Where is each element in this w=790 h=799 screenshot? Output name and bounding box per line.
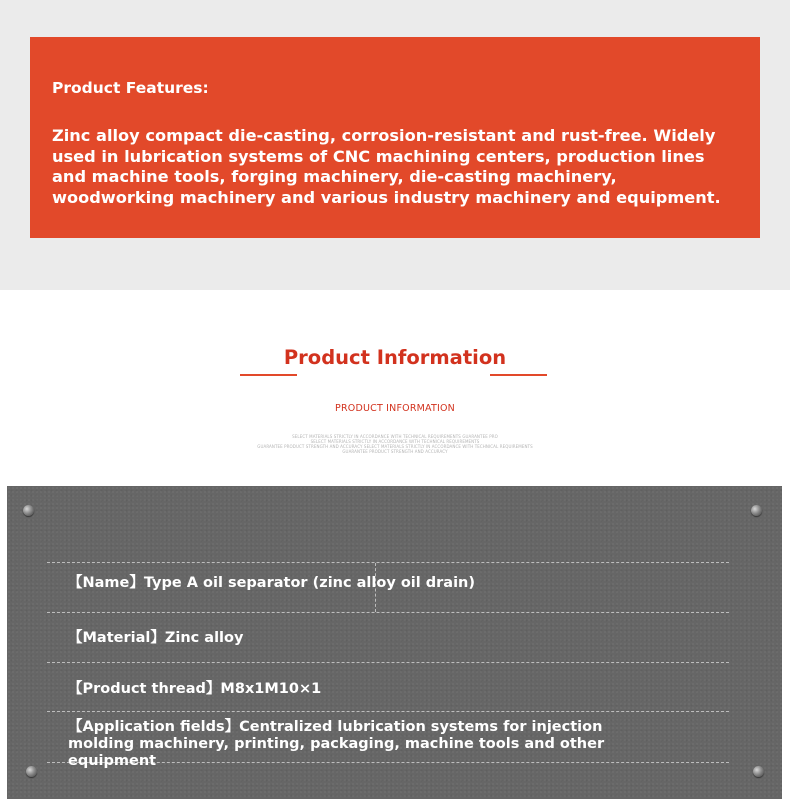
spec-material: 【Material】Zinc alloy [68, 630, 244, 646]
features-description: Zinc alloy compact die-casting, corrosion-resistant and rust-free. Widely used in lubrication systems of CNC machining centers, production lines and machine tools, forging machinery, die-casting machinery, woodworking machinery and various industry machinery and equipment. [52, 126, 721, 207]
product-features-banner [30, 37, 760, 238]
title-right-rule [490, 374, 547, 376]
bolt-icon [26, 766, 37, 777]
bolt-icon [751, 505, 762, 516]
spec-divider [47, 711, 729, 712]
product-information-title: Product Information [283, 346, 507, 369]
spec-name: 【Name】Type A oil separator (zinc alloy oil drain) [68, 575, 475, 591]
fine-print-line-2: SELECT MATERIALS STRICTLY IN ACCORDANCE WITH TECHNICAL REQUIREMENTS [310, 439, 480, 444]
fine-print-line-3: GUARANTEE PRODUCT STRENGTH AND ACCURACY SELECT MATERIALS STRICTLY IN ACCORDANCE WITH TECHNICAL REQUIREMENTS [257, 444, 533, 449]
title-left-rule [240, 374, 297, 376]
fine-print-line-1: SELECT MATERIALS STRICTLY IN ACCORDANCE WITH TECHNICAL REQUIREMENTS GUARANTEE PRO [292, 434, 498, 439]
spec-divider [47, 662, 729, 663]
fine-print-line-4: GUARANTEE PRODUCT STRENGTH AND ACCURACY [342, 449, 448, 454]
product-information-subtitle: PRODUCT INFORMATION [335, 403, 455, 414]
bolt-icon [753, 766, 764, 777]
bolt-icon [23, 505, 34, 516]
spec-thread: 【Product thread】M8x1M10×1 [68, 681, 322, 697]
spec-divider [47, 612, 729, 613]
spec-application: 【Application fields】Centralized lubrication systems for injection molding machinery, printing, packaging, machine tools and other equipment [68, 719, 605, 769]
spec-divider [47, 562, 729, 563]
features-title: Product Features: [52, 79, 209, 97]
